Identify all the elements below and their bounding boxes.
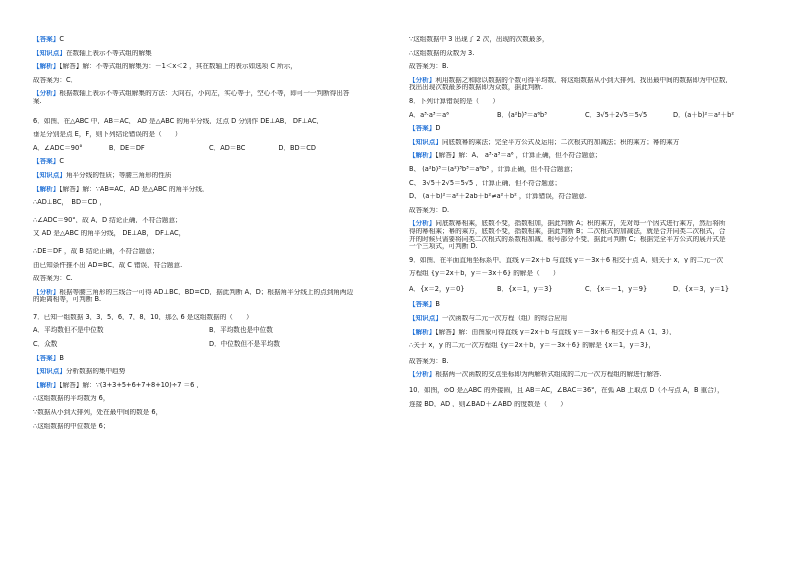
line-text: 分析数据的集中趋势 (65, 368, 126, 375)
text-line (409, 36, 761, 43)
text-line (33, 98, 385, 105)
line-text: 的距离相等，可判断 B. (33, 296, 102, 303)
section-tag: 【分析】 (409, 371, 436, 379)
text-line (33, 172, 385, 179)
line-text: B (59, 354, 64, 362)
option-text: A．∠ADC＝90° B．DE＝DF (33, 143, 145, 152)
text-line (409, 401, 761, 408)
text-line (409, 257, 761, 264)
section-tag: 【答案】 (409, 125, 436, 132)
line-text: 一个三项式，可判断 D. (409, 243, 478, 250)
text-line (33, 90, 385, 97)
text-line (33, 158, 385, 165)
section-tag: 【答案】 (33, 36, 60, 43)
left-column (33, 36, 385, 436)
option-text: B．(a²b)³＝a⁶b³ (497, 110, 547, 119)
text-line (409, 193, 761, 200)
text-line (33, 63, 385, 70)
text-line (33, 50, 385, 57)
option-text: D．{x＝3，y＝1} (673, 284, 730, 293)
option-text: B．{x＝1，y＝3} (497, 284, 553, 293)
line-text: 利用数据之和除以数据的个数可得平均数，将这组数据从小到大排列，找出最中间的数据即为中位数， (435, 76, 733, 84)
text-line (409, 371, 761, 378)
text-line (409, 207, 761, 214)
line-text: 根据两一次函数的交点坐标即为两解析式组成的二元一次方程组的解进行解答. (435, 371, 662, 379)
line-text: 【解答】解：A、 a³·a³＝a⁶ ，计算正确，但不符合题意； (435, 152, 602, 159)
line-text: ∴关于 x，y 的二元一次方程组 {y＝2x＋b，y＝－3x＋6} 的解是 {x＝1，y＝3}， (409, 342, 656, 349)
section-tag: 【分析】 (33, 288, 60, 296)
text-line (409, 125, 761, 132)
text-line (409, 180, 761, 187)
option-text: C．AD＝BC D．BD＝CD (209, 143, 316, 152)
line-text: C (59, 158, 64, 165)
line-text: 10．如图，⊙O 是△ABC 的外接圆，且 AB＝AC，∠BAC＝36°，在弧 AB 上取点 D（不与点 A，B 重合）， (409, 387, 724, 394)
text-line (33, 230, 385, 237)
option-text: C．众数 (33, 340, 58, 349)
option-text: B．平均数也是中位数 (209, 326, 273, 335)
text-line (409, 315, 761, 322)
line-text: 故答案为：D. (409, 206, 450, 214)
line-text: ∴AD⊥BC， BD＝CD ， (33, 199, 106, 206)
section-tag: 【解析】 (33, 381, 60, 389)
text-line (33, 186, 385, 193)
line-text: B、 (a²b)³＝(a²)³b³＝a⁶b³ ，计算正确，但不符合题意； (409, 165, 577, 173)
text-line (409, 236, 761, 243)
section-tag: 【解析】 (33, 63, 60, 70)
text-line (33, 131, 385, 138)
line-text: C (59, 36, 64, 43)
text-line (409, 166, 761, 173)
text-line (33, 77, 385, 84)
text-line (33, 118, 385, 125)
line-text: 并的时候只需要将同类二次根式的系数相加减，根号部分不变，据此可判断 C；根据完全平方公式的展开式是 (409, 235, 726, 243)
section-tag: 【知识点】 (33, 368, 66, 375)
line-text: B (435, 301, 440, 309)
section-tag: 【知识点】 (33, 49, 66, 57)
text-line (409, 243, 761, 250)
section-tag: 【知识点】 (409, 315, 442, 322)
section-tag: 【知识点】 (33, 171, 66, 179)
line-text: 角平分线的性质；等腰三角形的性质 (65, 171, 172, 179)
text-line (409, 77, 761, 84)
line-text: ∴∠ADC＝90°，故 A，D 结论正确，不符合题意； (33, 216, 182, 224)
text-line (33, 289, 385, 296)
line-text: 垂足分别是点 E，F，则下列结论错误的是（ ） (33, 131, 182, 138)
option-row (33, 145, 385, 152)
line-text: 【解答】解：由图象可得直线 y＝2x＋b 与直线 y＝－3x＋6 相交于点 A（1，3）， (435, 328, 676, 336)
section-tag: 【答案】 (33, 158, 60, 165)
line-text: ∴这组数据的中位数是 6； (33, 422, 110, 430)
text-line (33, 296, 385, 303)
text-line (33, 275, 385, 282)
line-text: 7．已知一组数据 3，3，5，6，7，8，10，那么 6 是这组数据的（ ） (33, 313, 253, 321)
text-line (33, 217, 385, 224)
line-text: 9．如图，在平面直角坐标系中，直线 y＝2x＋b 与直线 y＝－3x＋6 相交于点 A，则关于 x，y 的二元一次 (409, 256, 724, 264)
line-text: 得的幂相乘；幂的乘方，底数不变，指数相乘，据此判断 B；二次根式的加减法，就是合并同类二次根式，合 (409, 227, 726, 235)
text-line (33, 409, 385, 416)
line-text: 根据数轴上表示不等式组解集的方法：大向右，小向左，实心等于，空心不等，即可一一判断得出答 (59, 90, 350, 97)
section-tag: 【分析】 (409, 220, 436, 227)
text-line (409, 139, 761, 146)
line-text: 根据等腰三角形的三线合一可得 AD⊥BC，BD=CD，据此判断 A、D；根据角平分线上的点到角两边 (59, 288, 354, 296)
line-text: 连接 BD，AD ，则∠BAD＋∠ABD 的度数是（ ） (409, 400, 567, 408)
line-text: D (435, 125, 441, 132)
text-line (409, 270, 761, 277)
text-line (409, 358, 761, 365)
text-line (33, 382, 385, 389)
option-row (409, 112, 761, 119)
section-tag: 【解析】 (409, 328, 436, 336)
option-text: C．{x＝－1，y＝9} (585, 284, 648, 293)
text-line (33, 36, 385, 43)
line-text: 故答案为：C． (33, 76, 78, 84)
option-text: A．a³·a³＝a⁶ (409, 110, 449, 119)
text-line (409, 342, 761, 349)
line-text: 又 AD 是△ABC 的角平分线， DE⊥AB， DF⊥AC， (33, 230, 186, 237)
line-text: C、 3√5＋2√5＝5√5 ，计算正确，但不符合题意； (409, 179, 562, 187)
option-row (33, 327, 385, 334)
option-row (33, 341, 385, 348)
line-text: 在数轴上表示不等式组的解集 (65, 49, 152, 57)
line-text: 案. (33, 97, 42, 105)
section-tag: 【知识点】 (409, 138, 442, 146)
line-text: 6．如图，在△ABC 中，AB＝AC， AD 是△ABC 的角平分线，过点 D 分别作 DE⊥AB， DF⊥AC， (33, 117, 324, 125)
line-text: 由已知条件推不出 AD=BC，故 C 错误，符合题意. (33, 261, 183, 269)
line-text: 同底数幂相乘，底数不变，指数相加，据此判断 A；积的乘方，先对每一个因式进行乘方，然后将所 (435, 220, 726, 227)
text-line (409, 152, 761, 159)
section-tag: 【分析】 (409, 76, 436, 84)
line-text: ∴DE＝DF ，故 B 结论正确，不符合题意； (33, 247, 159, 255)
section-tag: 【答案】 (33, 354, 60, 362)
section-tag: 【解析】 (409, 152, 436, 159)
text-line (33, 262, 385, 269)
option-text: A．平均数但不是中位数 (33, 326, 104, 335)
text-line (33, 199, 385, 206)
line-text: ∵数据从小到大排列，处在最中间的数是 6， (33, 409, 163, 416)
line-text: D、 (a＋b)²＝a²＋2ab＋b²≠a²＋b² ，计算错误，符合题意. (409, 193, 587, 200)
text-line (33, 368, 385, 375)
right-column (409, 36, 761, 407)
line-text: 方程组 {y＝2x＋b，y＝－3x＋6} 的解是（ ） (409, 270, 560, 277)
option-text: D．(a＋b)²＝a²＋b² (673, 110, 734, 119)
text-line (33, 395, 385, 402)
text-line (409, 50, 761, 57)
option-text: C．3√5＋2√5＝5√5 (585, 110, 648, 119)
option-text: D．中位数但不是平均数 (209, 340, 281, 349)
text-line (33, 314, 385, 321)
text-line (409, 228, 761, 235)
line-text: 故答案为：B. (409, 357, 449, 365)
text-line (33, 423, 385, 430)
text-line (33, 355, 385, 362)
line-text: 故答案为：B. (409, 63, 449, 70)
line-text: 一次函数与二元一次方程（组）的综合应用 (441, 315, 568, 322)
line-text: ∴这组数据的众数为 3. (409, 49, 475, 57)
text-line (409, 301, 761, 308)
line-text: 【解答】解：∵AB=AC，AD 是△ABC 的角平分线， (59, 185, 209, 193)
text-line (409, 329, 761, 336)
line-text: 找出出现次数最多的数据即为众数，据此判断. (409, 84, 543, 91)
line-text: 同底数幂的乘法；完全平方公式及运用；二次根式的加减法；积的乘方；幂的乘方 (441, 138, 680, 146)
line-text: 故答案为：C. (33, 275, 73, 282)
line-text: ∴这组数据的平均数为 6， (33, 395, 110, 403)
text-line (409, 63, 761, 70)
section-tag: 【分析】 (33, 90, 60, 97)
text-line (409, 387, 761, 394)
text-line (409, 98, 761, 105)
option-text: A．{x＝2，y＝0} (409, 284, 465, 293)
text-line (33, 248, 385, 255)
line-text: 8．下列计算错误的是（ ） (409, 97, 499, 105)
line-text: ∵这组数据中 3 出现了 2 次，出现的次数最多， (409, 36, 549, 43)
text-line (409, 220, 761, 227)
text-line (409, 84, 761, 91)
option-row (409, 286, 761, 293)
section-tag: 【解析】 (33, 185, 60, 193)
line-text: 【解答】解：∵(3+3+5+6+7+8+10)÷7 ＝6 ， (59, 381, 203, 389)
section-tag: 【答案】 (409, 301, 436, 309)
line-text: 【解答】解：不等式组的解集为：－1＜x＜2 ，其在数轴上的表示如选项 C 所示， (59, 63, 297, 70)
